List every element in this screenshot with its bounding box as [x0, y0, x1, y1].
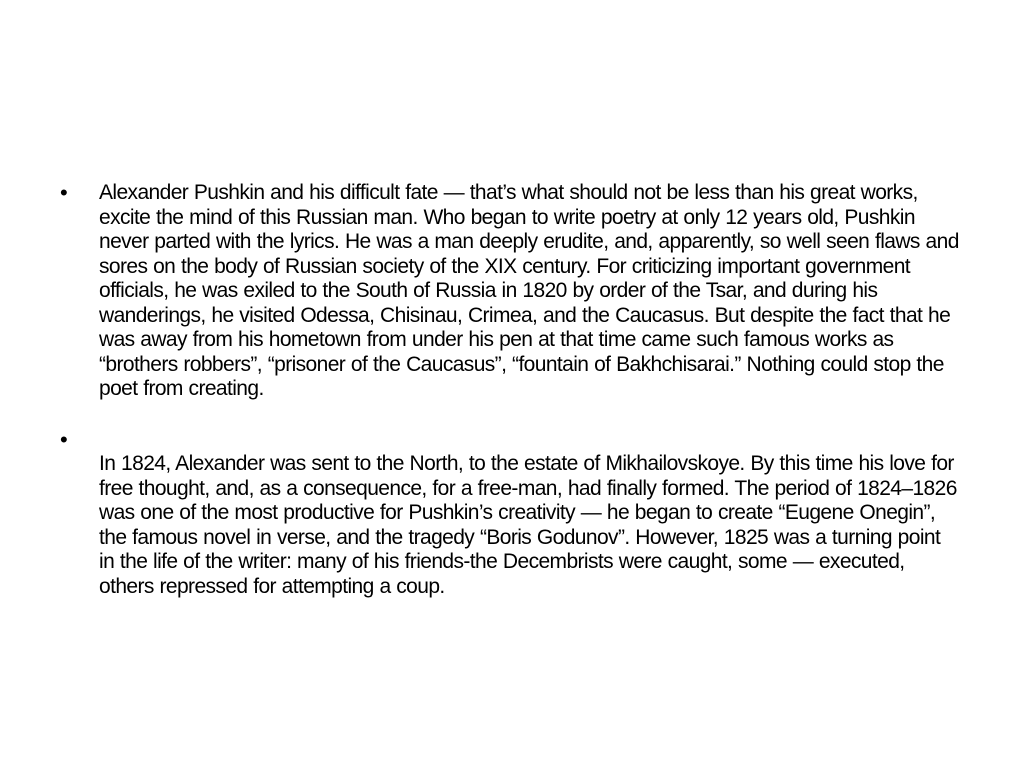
bullet-item-pushkin-fate — [60, 181, 960, 402]
blank-line — [99, 428, 960, 453]
bullet-body — [99, 428, 960, 600]
paragraph-gap — [60, 402, 960, 428]
bullet-marker: • — [60, 426, 68, 452]
slide-body — [60, 181, 960, 599]
bullet-text: In 1824, Alexander was sent to the North, to the estate of Mikhailovskoye. By this time his love for free thought, and, as a consequence, for a free-man, had finally formed. The period of 1824–1826 was one of the most productive for Pushkin’s creativity — he began to create “Eugene Onegin”, the famous novel in verse, and the tragedy “Boris Godunov”. However, 1825 was a turning point in the life of the writer: many of his friends-the Decembrists were caught, some — executed, others repressed for attempting a coup. — [99, 452, 957, 598]
bullet-text: Alexander Pushkin and his difficult fate — that’s what should not be less than his great works, excite the mind of this Russian man. Who began to write poetry at only 12 years old, Pushkin never parted with the lyrics. He was a man deeply erudite, and, apparently, so well seen flaws and sores on the body of Russian society of the XIX century. For criticizing important government officials, he was exiled to the South of Russia in 1820 by order of the Tsar, and during his wanderings, he visited Odessa, Chisinau, Crimea, and the Caucasus. But despite the fact that he was away from his hometown from under his pen at that time came such famous works as “brothers robbers”, “prisoner of the Caucasus”, “fountain of Bakhchisarai.” Nothing could stop the poet from creating. — [99, 181, 959, 400]
bullet-marker: • — [60, 180, 68, 205]
bullet-item-mikhailovskoye — [60, 428, 960, 600]
